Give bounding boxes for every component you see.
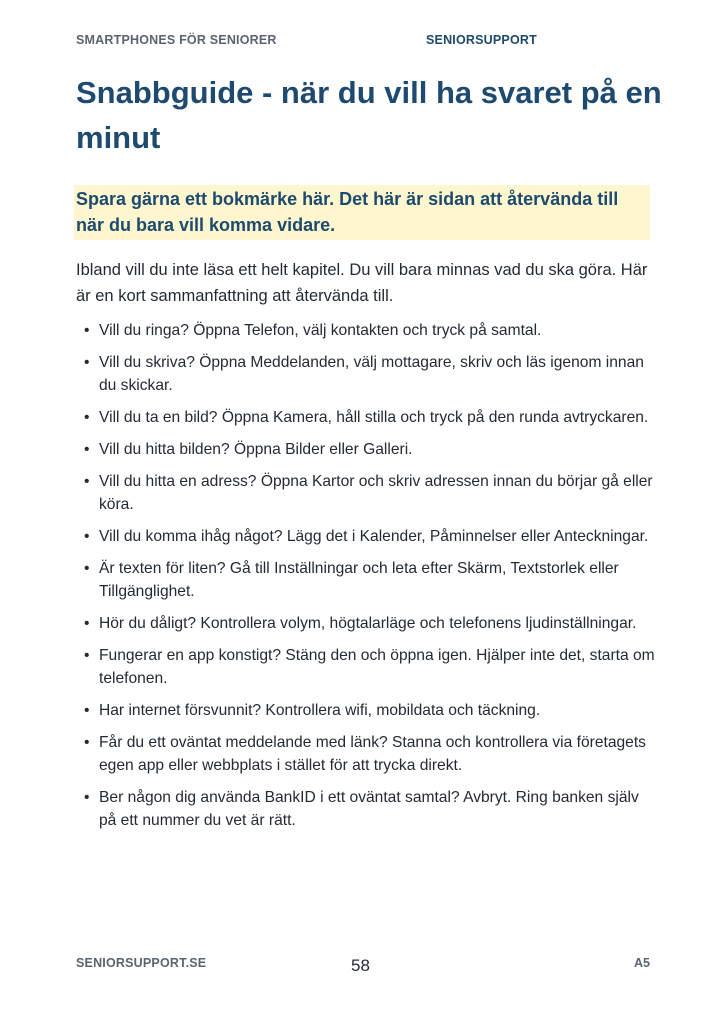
footer-format: A5 [634, 956, 650, 970]
page-number: 58 [351, 956, 370, 975]
list-item-text: Får du ett oväntat meddelande med länk? Stanna och kontrollera via företagets egen app eller webbplats i stället för att trycka direkt. [99, 734, 646, 774]
footer-website: SENIORSUPPORT.SE [76, 956, 207, 970]
list-item-text: Vill du skriva? Öppna Meddelanden, välj mottagare, skriv och läs igenom innan du skickar. [99, 354, 644, 394]
list-item [84, 644, 660, 690]
bullet-icon: • [84, 354, 90, 371]
bullet-icon: • [84, 702, 90, 719]
list-item [84, 557, 660, 603]
list-item [84, 351, 660, 397]
list-item-text: Hör du dåligt? Kontrollera volym, högtalarläge och telefonens ljudinställningar. [99, 615, 637, 632]
list-item-text: Vill du ta en bild? Öppna Kamera, håll stilla och tryck på den runda avtryckaren. [99, 409, 649, 426]
bullet-icon: • [84, 409, 90, 426]
list-item [84, 612, 660, 635]
running-header-book-title: SMARTPHONES FÖR SENIORER [76, 33, 277, 47]
list-item [84, 525, 660, 548]
list-item [84, 699, 660, 722]
running-header-brand: SENIORSUPPORT [426, 33, 537, 47]
list-item [84, 731, 660, 777]
list-item [84, 786, 660, 832]
quick-guide-list [84, 319, 660, 841]
list-item-text: Vill du hitta en adress? Öppna Kartor och skriv adressen innan du börjar gå eller köra. [99, 473, 653, 513]
list-item-text: Vill du ringa? Öppna Telefon, välj kontakten och tryck på samtal. [99, 322, 542, 339]
list-item-text: Har internet försvunnit? Kontrollera wifi, mobildata och täckning. [99, 702, 541, 719]
list-item [84, 438, 660, 461]
highlight-callout: Spara gärna ett bokmärke här. Det här är sidan att återvända till när du bara vill komma vidare. [74, 185, 650, 240]
page-title: Snabbguide - när du vill ha svaret på en minut [76, 75, 662, 155]
list-item [84, 470, 660, 516]
bullet-icon: • [84, 734, 90, 751]
intro-paragraph: Ibland vill du inte läsa ett helt kapitel. Du vill bara minnas vad du ska göra. Här är en kort sammanfattning att återvända till. [76, 261, 648, 305]
bullet-icon: • [84, 441, 90, 458]
list-item-text: Vill du hitta bilden? Öppna Bilder eller Galleri. [99, 441, 413, 458]
list-item-text: Vill du komma ihåg något? Lägg det i Kalender, Påminnelser eller Anteckningar. [99, 528, 649, 545]
list-item-text: Fungerar en app konstigt? Stäng den och öppna igen. Hjälper inte det, starta om telefonen. [99, 647, 655, 687]
list-item-text: Ber någon dig använda BankID i ett oväntat samtal? Avbryt. Ring banken själv på ett nummer du vet är rätt. [99, 789, 639, 829]
bullet-icon: • [84, 789, 90, 806]
bullet-icon: • [84, 615, 90, 632]
bullet-icon: • [84, 528, 90, 545]
list-item-text: Är texten för liten? Gå till Inställningar och leta efter Skärm, Textstorlek eller Tillgänglighet. [99, 560, 619, 600]
bullet-icon: • [84, 473, 90, 490]
list-item [84, 319, 660, 342]
bullet-icon: • [84, 560, 90, 577]
list-item [84, 406, 660, 429]
bullet-icon: • [84, 647, 90, 664]
bullet-icon: • [84, 322, 90, 339]
